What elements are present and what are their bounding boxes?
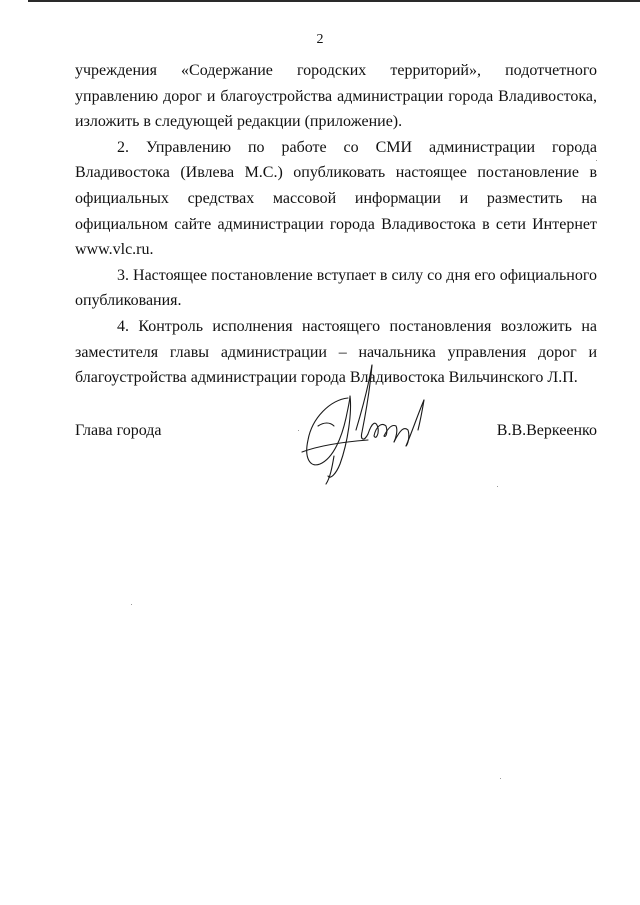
paragraph-2: 2. Управлению по работе со СМИ администрации города Владивостока (Ивлева М.С.) опубликовать настоящее постановление в официальных средствах массовой информации и разместить на официальном сайте администрации города Владивостока в сети Интернет www.vlc.ru. <box>75 138 597 259</box>
scan-speck <box>596 160 597 161</box>
top-border-line <box>28 0 640 2</box>
paragraph-3: 3. Настоящее постановление вступает в силу со дня его официального опубликования. <box>75 266 597 310</box>
paragraph-4: 4. Контроль исполнения настоящего постановления возложить на заместителя главы администрации – начальника управления дорог и благоустройства администрации города Владивостока Вильчинского Л.П. <box>75 317 597 387</box>
paragraph-continuation: учреждения «Содержание городских территорий», подотчетного управлению дорог и благоустройства администрации города Владивостока, изложить в следующей редакции (приложение). <box>75 62 597 131</box>
scan-speck <box>298 430 299 431</box>
signatory-title: Глава города <box>75 422 162 439</box>
scan-speck <box>497 486 498 487</box>
signatory-name: В.В.Веркеенко <box>496 422 597 439</box>
handwritten-signature <box>290 360 440 485</box>
page-number: 2 <box>316 32 324 47</box>
scan-speck <box>500 778 501 779</box>
document-body <box>75 58 597 391</box>
scan-speck <box>131 604 132 605</box>
